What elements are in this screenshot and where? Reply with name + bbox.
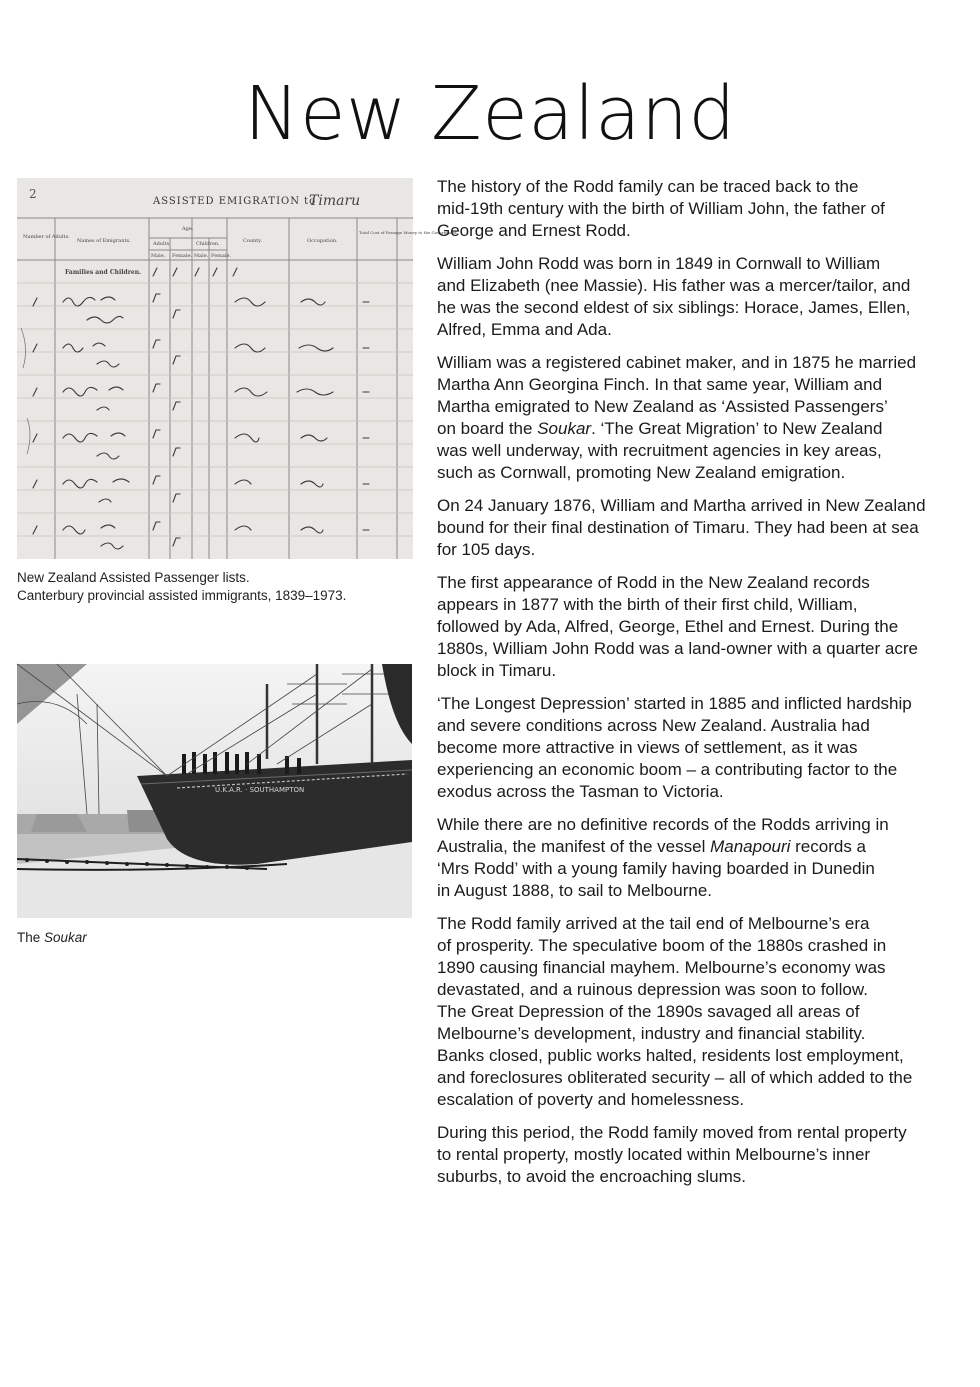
ledger-page-number: 2 [29, 187, 37, 201]
article-body [437, 176, 961, 1199]
text-line: for 105 days. [437, 540, 536, 559]
paragraph-4 [437, 495, 961, 561]
text-line: ‘The Longest Depression’ started in 1885 and inflicted hardship [437, 694, 912, 713]
text-line: ‘Mrs Rodd’ with a young family having boarded in Dunedin [437, 859, 875, 878]
ledger-families-label: Families and Children. [65, 269, 142, 276]
ledger-col-occupation: Occupation. [307, 238, 338, 244]
ledger-col-female: Female. [172, 253, 193, 259]
text-line: Martha Ann Georgina Finch. In that same year, William and [437, 375, 883, 394]
caption-line: New Zealand Assisted Passenger lists. [17, 570, 250, 585]
ledger-col-number: Number of Adults. [23, 234, 70, 240]
caption-ship-name: Soukar [44, 930, 87, 945]
text-line: William John Rodd was born in 1849 in Cornwall to William [437, 254, 881, 273]
ledger-heading-script: Timaru [309, 193, 361, 209]
paragraph-3 [437, 352, 961, 484]
text-line: On 24 January 1876, William and Martha arrived in New Zealand [437, 496, 926, 515]
paragraph-6 [437, 693, 961, 803]
text-line: mid-19th century with the birth of William John, the father of [437, 199, 885, 218]
text-line: bound for their final destination of Timaru. They had been at sea [437, 518, 919, 537]
text-line: 1890 causing financial mayhem. Melbourne’s economy was [437, 958, 886, 977]
text-line: During this period, the Rodd family moved from rental property [437, 1123, 907, 1142]
text-line: to rental property, mostly located within Melbourne’s inner [437, 1145, 871, 1164]
text-line: and Elizabeth (nee Massie). His father was a mercer/tailor, and [437, 276, 911, 295]
text-line: Melbourne’s development, industry and financial stability. [437, 1024, 866, 1043]
text-fragment: Australia, the manifest of the vessel [437, 837, 711, 856]
text-line: suburbs, to avoid the encroaching slums. [437, 1167, 747, 1186]
text-line: The Rodd family arrived at the tail end of Melbourne’s era [437, 914, 870, 933]
assisted-passenger-list-image [17, 178, 458, 559]
text-fragment: records a [790, 837, 867, 856]
paragraph-8 [437, 913, 961, 1111]
page-title: New Zealand [244, 70, 736, 157]
paragraph-9 [437, 1122, 961, 1188]
text-line: The first appearance of Rodd in the New Zealand records [437, 573, 870, 592]
paragraph-2 [437, 253, 961, 341]
ledger-col-adults: Adults. [153, 241, 171, 247]
paragraph-7 [437, 814, 961, 902]
ship-name-soukar: Soukar [537, 419, 592, 438]
ledger-col-male-child: Male. [194, 253, 209, 259]
text-line: While there are no definitive records of the Rodds arriving in [437, 815, 889, 834]
ledger-heading: ASSISTED EMIGRATION to [153, 196, 317, 207]
text-line [437, 418, 961, 440]
ledger-col-names: Names of Emigrants. [77, 238, 131, 244]
ledger-col-age: Age. [182, 226, 194, 232]
text-line: appears in 1877 with the birth of their first child, William, [437, 595, 858, 614]
text-line: in August 1888, to sail to Melbourne. [437, 881, 713, 900]
text-line: block in Timaru. [437, 661, 557, 680]
text-line [437, 836, 961, 858]
text-line: The Great Depression of the 1890s savaged all areas of [437, 1002, 860, 1021]
text-line: William was a registered cabinet maker, and in 1875 he married [437, 353, 917, 372]
text-line: exodus across the Tasman to Victoria. [437, 782, 724, 801]
ship-name-manapouri: Manapouri [710, 837, 791, 856]
text-line: Martha emigrated to New Zealand as ‘Assisted Passengers’ [437, 397, 888, 416]
text-line: Banks closed, public works halted, residents lost employment, [437, 1046, 904, 1065]
text-line: of prosperity. The speculative boom of the 1880s crashed in [437, 936, 887, 955]
paragraph-5 [437, 572, 961, 682]
text-fragment: . ‘The Great Migration’ to New Zealand [591, 419, 883, 438]
text-line: become more attractive in views of settlement, as it was [437, 738, 858, 757]
caption-line: Canterbury provincial assisted immigrants, 1839–1973. [17, 588, 347, 603]
text-line: George and Ernest Rodd. [437, 221, 631, 240]
ledger-col-female-child: Female. [211, 253, 232, 259]
text-line: and severe conditions across New Zealand. Australia had [437, 716, 870, 735]
hull-name-text: U.K.A.R. · SOUTHAMPTON [215, 786, 305, 794]
ledger-col-children: Children. [196, 241, 220, 247]
ledger-col-total: Total Cost of Passage Money to the Government. [359, 230, 458, 235]
figure2-caption [17, 929, 87, 947]
text-line: escalation of poverty and homelessness. [437, 1090, 745, 1109]
caption-prefix: The [17, 930, 45, 945]
text-line: such as Cornwall, promoting New Zealand emigration. [437, 463, 846, 482]
ledger-col-male: Male. [151, 253, 166, 259]
text-line: devastated, and a ruinous depression was soon to follow. [437, 980, 868, 999]
paragraph-1 [437, 176, 961, 242]
text-line: Alfred, Emma and Ada. [437, 320, 612, 339]
text-line: and foreclosures obliterated security – all of which added to the [437, 1068, 913, 1087]
figure1-caption [17, 569, 413, 605]
ledger-col-county: County. [243, 238, 263, 244]
text-line: 1880s, William John Rodd was a land-owner with a quarter acre [437, 639, 918, 658]
text-line: followed by Ada, Alfred, George, Ethel and Ernest. During the [437, 617, 899, 636]
text-fragment: on board the [437, 419, 538, 438]
text-line: experiencing an economic boom – a contributing factor to the [437, 760, 898, 779]
text-line: was well underway, with recruitment agencies in key areas, [437, 441, 882, 460]
soukar-ship-photo [17, 664, 412, 918]
text-line: The history of the Rodd family can be traced back to the [437, 177, 859, 196]
text-line: he was the second eldest of six siblings: Horace, James, Ellen, [437, 298, 911, 317]
